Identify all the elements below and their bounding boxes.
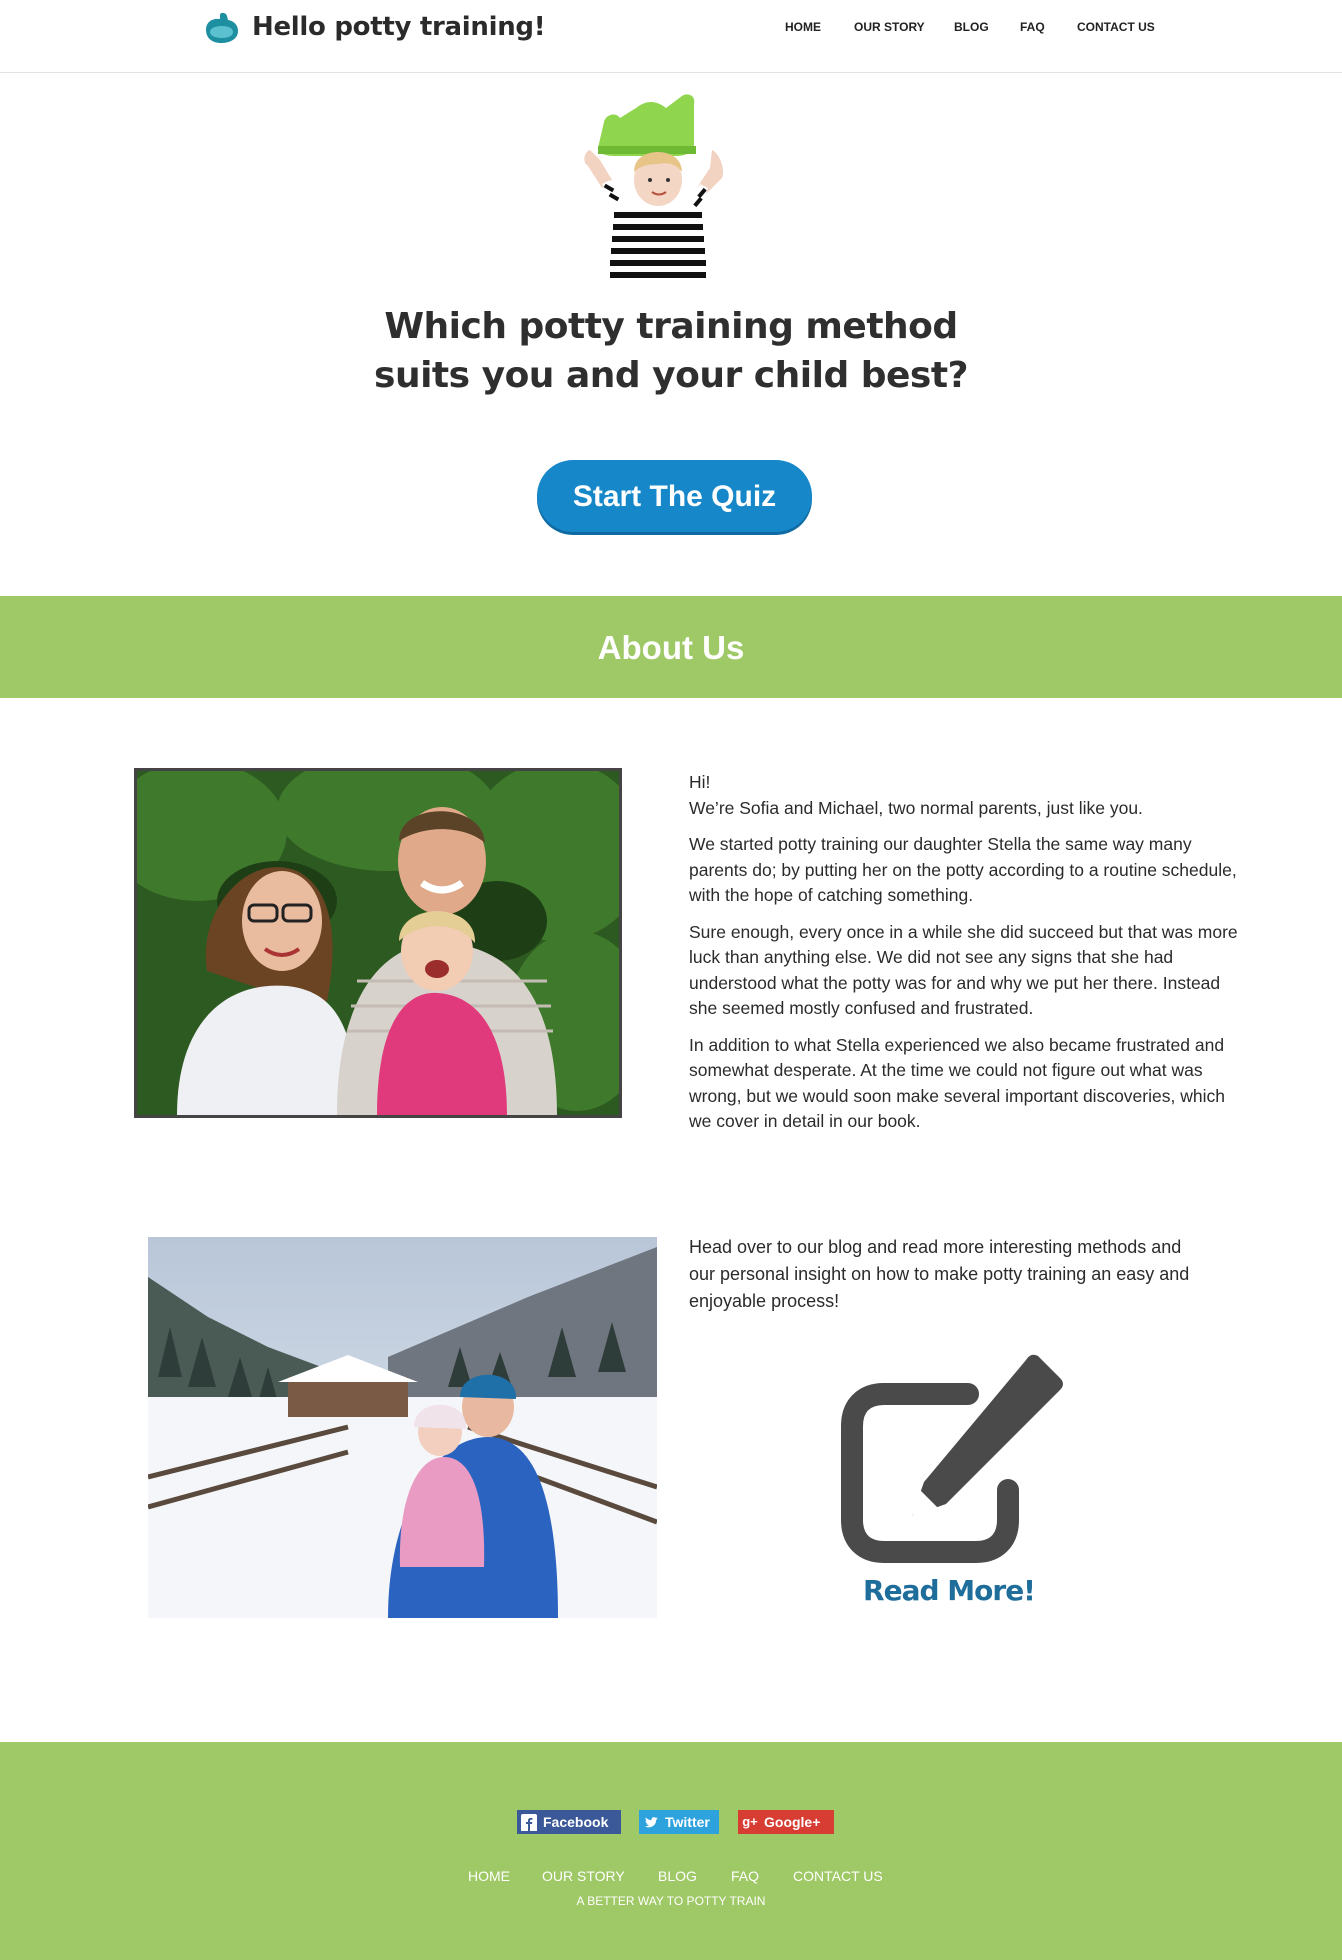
about-us-heading: About Us — [597, 629, 745, 666]
family-photo-illustration — [137, 771, 619, 1115]
nav-blog[interactable]: BLOG — [954, 20, 989, 34]
edit-icon[interactable] — [828, 1340, 1068, 1580]
family-photo — [134, 768, 622, 1118]
nav-home[interactable]: HOME — [785, 20, 821, 34]
main-nav — [0, 20, 1342, 40]
about-greeting: Hi! — [689, 772, 711, 792]
twitter-label: Twitter — [665, 1814, 710, 1830]
footer-tagline: A BETTER WAY TO POTTY TRAIN — [576, 1894, 766, 1908]
about-us-band — [0, 596, 1342, 698]
nav-our-story[interactable]: OUR STORY — [854, 20, 925, 34]
about-paragraph-1: We started potty training our daughter Stella the same way many parents do; by putting her on the potty according to a routine schedule, with the hope of catching something. — [689, 834, 1237, 905]
googleplus-icon: g+ — [742, 1814, 758, 1829]
winter-photo — [148, 1237, 657, 1618]
about-us-text — [689, 770, 1249, 1146]
twitter-icon — [643, 1814, 659, 1830]
footer-nav-home[interactable]: HOME — [468, 1868, 510, 1884]
googleplus-share-button[interactable] — [738, 1810, 834, 1834]
about-paragraph-3: In addition to what Stella experienced we also became frustrated and somewhat desperate. At the time we could not figure out what was wrong, but we would soon make several important discoveries, which we cover in detail in our book. — [689, 1034, 1225, 1131]
about-paragraph-2: Sure enough, every once in a while she did succeed but that was more luck than anything else. We did not see any signs that she had understood what the potty was for and why we put her there. Instead she seemed mostly confused and frustrated. — [689, 921, 1238, 1018]
start-quiz-button[interactable]: Start The Quiz — [537, 460, 812, 532]
googleplus-label: Google+ — [764, 1814, 821, 1830]
site-footer — [0, 1742, 1342, 1960]
footer-nav — [0, 1868, 1342, 1888]
blog-text: Head over to our blog and read more interesting methods and our personal insight on how to make potty training an easy and enjoyable process! — [689, 1237, 1190, 1311]
footer-nav-faq[interactable]: FAQ — [731, 1868, 760, 1884]
brand-title[interactable]: Hello potty training! — [252, 12, 546, 42]
hero-title — [321, 302, 1021, 400]
footer-nav-blog[interactable]: BLOG — [658, 1868, 697, 1884]
nav-contact-us[interactable]: CONTACT US — [1077, 20, 1155, 34]
read-more-link[interactable]: Read More! — [863, 1574, 1035, 1607]
hero-title-line-1: Which potty training method — [384, 306, 958, 347]
hero-title-line-2: suits you and your child best? — [374, 355, 968, 396]
facebook-icon — [521, 1814, 537, 1830]
twitter-share-button[interactable] — [639, 1810, 719, 1834]
about-intro: We’re Sofia and Michael, two normal parents, just like you. — [689, 797, 1143, 818]
facebook-share-button[interactable] — [517, 1810, 621, 1834]
footer-nav-our-story[interactable]: OUR STORY — [542, 1868, 625, 1884]
facebook-label: Facebook — [543, 1814, 609, 1830]
winter-photo-illustration — [148, 1237, 657, 1618]
footer-nav-contact-us[interactable]: CONTACT US — [793, 1868, 883, 1884]
child-with-potty-image — [576, 88, 740, 278]
nav-faq[interactable]: FAQ — [1020, 20, 1045, 34]
site-header — [0, 0, 1342, 73]
